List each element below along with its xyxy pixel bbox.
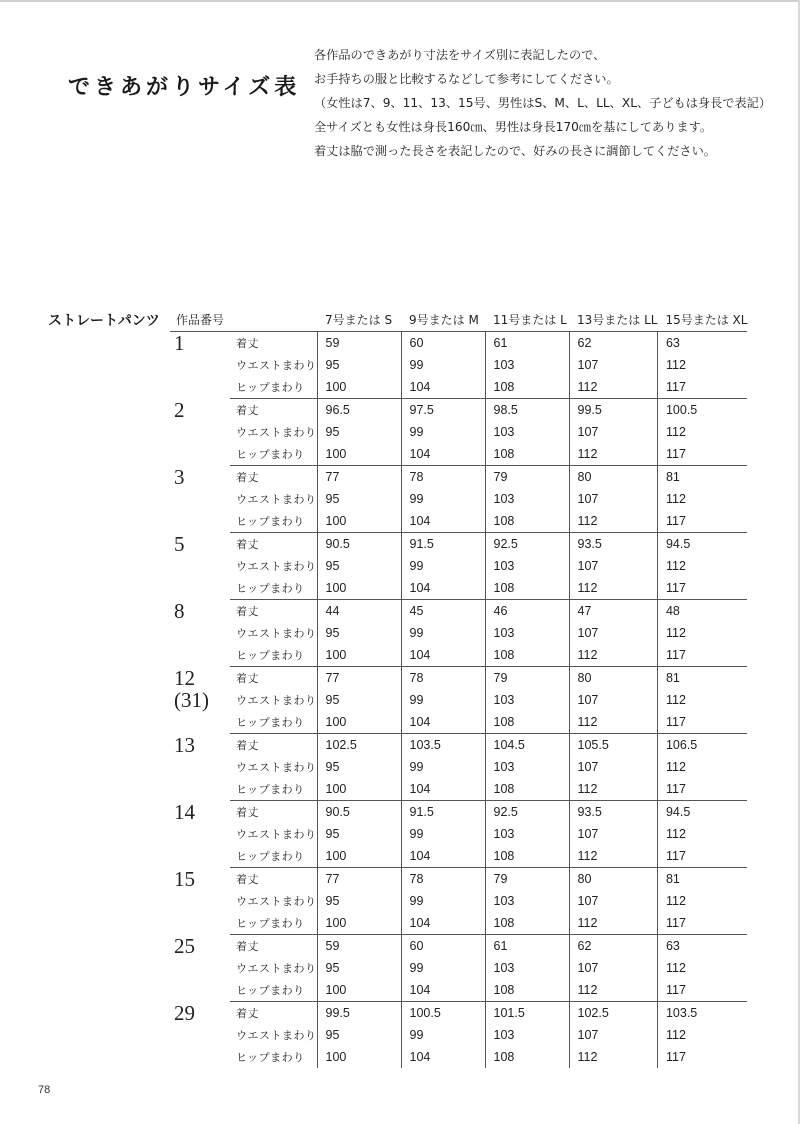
table-row xyxy=(170,890,747,912)
size-value: 104 xyxy=(401,845,485,868)
size-value: 108 xyxy=(485,644,569,667)
size-value: 103 xyxy=(485,488,569,510)
intro-text xyxy=(314,43,784,163)
measurement-label: ウエストまわり xyxy=(236,627,317,640)
table-row xyxy=(170,823,747,845)
size-value: 96.5 xyxy=(317,399,401,422)
size-value: 112 xyxy=(569,711,657,734)
item-number-line: 25 xyxy=(174,933,195,958)
size-value: 107 xyxy=(569,354,657,376)
size-value: 107 xyxy=(569,957,657,979)
size-value: 63 xyxy=(657,332,747,355)
size-value: 81 xyxy=(657,466,747,489)
measurement-label: ウエストまわり xyxy=(236,560,317,573)
size-value: 112 xyxy=(657,622,747,644)
size-value: 112 xyxy=(569,376,657,399)
size-value: 95 xyxy=(317,689,401,711)
size-value: 103 xyxy=(485,689,569,711)
size-value: 62 xyxy=(569,935,657,958)
item-group xyxy=(170,868,747,935)
size-value: 112 xyxy=(569,845,657,868)
size-table xyxy=(170,307,747,1068)
measurement-label: ウエストまわり xyxy=(236,694,317,707)
size-value: 92.5 xyxy=(485,533,569,556)
size-value: 112 xyxy=(569,510,657,533)
size-value: 107 xyxy=(569,823,657,845)
item-number-line: 13 xyxy=(174,732,195,757)
size-value: 107 xyxy=(569,890,657,912)
header-size: 9号または M xyxy=(401,307,485,332)
size-value: 104 xyxy=(401,443,485,466)
table-row xyxy=(170,376,747,399)
size-value: 103 xyxy=(485,421,569,443)
size-value: 103 xyxy=(485,622,569,644)
size-value: 59 xyxy=(317,332,401,355)
header-size: 7号または S xyxy=(317,307,401,332)
size-value: 112 xyxy=(569,778,657,801)
size-value: 100 xyxy=(317,1046,401,1068)
table-row xyxy=(170,622,747,644)
measurement-label: 着丈 xyxy=(230,399,317,422)
item-group xyxy=(170,466,747,533)
measurement-label: ヒップまわり xyxy=(236,381,305,394)
size-value: 95 xyxy=(317,354,401,376)
item-number xyxy=(170,1002,230,1069)
size-value: 104 xyxy=(401,912,485,935)
measurement-label: ヒップまわり xyxy=(236,783,305,796)
header-size: 11号または L xyxy=(485,307,569,332)
size-value: 117 xyxy=(657,510,747,533)
table-row xyxy=(170,332,747,355)
size-value: 94.5 xyxy=(657,533,747,556)
measurement-label: ヒップまわり xyxy=(236,716,305,729)
measurement-label: 着丈 xyxy=(230,600,317,623)
measurement-label: ウエストまわり xyxy=(236,1029,317,1042)
measurement-label: ヒップまわり xyxy=(236,515,305,528)
size-value: 108 xyxy=(485,376,569,399)
item-number-line: 1 xyxy=(174,331,185,355)
size-value: 93.5 xyxy=(569,801,657,824)
table-row xyxy=(170,979,747,1002)
size-value: 95 xyxy=(317,1024,401,1046)
size-value: 94.5 xyxy=(657,801,747,824)
page-top-rule xyxy=(0,0,800,2)
size-value: 45 xyxy=(401,600,485,623)
measurement-label: 着丈 xyxy=(230,533,317,556)
item-number-line: 29 xyxy=(174,1000,195,1025)
size-value: 99 xyxy=(401,890,485,912)
size-value: 112 xyxy=(569,979,657,1002)
size-value: 108 xyxy=(485,979,569,1002)
size-value: 104 xyxy=(401,1046,485,1068)
size-value: 102.5 xyxy=(317,734,401,757)
size-value: 99 xyxy=(401,354,485,376)
item-number xyxy=(170,466,230,533)
size-value: 103.5 xyxy=(401,734,485,757)
table-row xyxy=(170,533,747,556)
size-value: 61 xyxy=(485,332,569,355)
measurement-label: 着丈 xyxy=(230,466,317,489)
table-row xyxy=(170,912,747,935)
item-group xyxy=(170,734,747,801)
item-group xyxy=(170,600,747,667)
table-row xyxy=(170,1024,747,1046)
size-value: 99 xyxy=(401,823,485,845)
size-value: 117 xyxy=(657,376,747,399)
measurement-label: ヒップまわり xyxy=(236,649,305,662)
intro-line: 着丈は脇で測った長さを表記したので、好みの長さに調節してください。 xyxy=(314,144,716,158)
size-value: 77 xyxy=(317,466,401,489)
size-value: 112 xyxy=(569,912,657,935)
size-value: 78 xyxy=(401,868,485,891)
item-number xyxy=(170,332,230,399)
size-value: 117 xyxy=(657,711,747,734)
measurement-label: 着丈 xyxy=(230,868,317,891)
size-value: 60 xyxy=(401,332,485,355)
size-value: 104 xyxy=(401,644,485,667)
table-row xyxy=(170,600,747,623)
size-value: 59 xyxy=(317,935,401,958)
intro-line: 各作品のできあがり寸法をサイズ別に表記したので、 xyxy=(314,48,606,62)
size-value: 81 xyxy=(657,667,747,690)
page-number: 78 xyxy=(38,1084,51,1096)
measurement-label: ヒップまわり xyxy=(236,1051,305,1064)
size-value: 108 xyxy=(485,510,569,533)
item-number xyxy=(170,734,230,801)
size-value: 107 xyxy=(569,1024,657,1046)
size-value: 100 xyxy=(317,845,401,868)
measurement-label: ウエストまわり xyxy=(236,828,317,841)
size-value: 95 xyxy=(317,756,401,778)
size-value: 112 xyxy=(657,421,747,443)
size-value: 48 xyxy=(657,600,747,623)
size-value: 100 xyxy=(317,912,401,935)
item-number xyxy=(170,667,230,734)
size-value: 117 xyxy=(657,979,747,1002)
item-group xyxy=(170,667,747,734)
size-value: 100 xyxy=(317,979,401,1002)
item-group xyxy=(170,399,747,466)
size-value: 103.5 xyxy=(657,1002,747,1025)
table-row xyxy=(170,421,747,443)
size-value: 117 xyxy=(657,778,747,801)
table-row xyxy=(170,756,747,778)
table-row xyxy=(170,845,747,868)
size-value: 105.5 xyxy=(569,734,657,757)
size-value: 99.5 xyxy=(569,399,657,422)
header-size: 13号または LL xyxy=(569,307,657,332)
size-value: 103 xyxy=(485,957,569,979)
section-label: ストレートパンツ xyxy=(48,313,160,329)
size-value: 104 xyxy=(401,778,485,801)
size-value: 112 xyxy=(569,644,657,667)
size-value: 95 xyxy=(317,622,401,644)
measurement-label: ウエストまわり xyxy=(236,962,317,975)
table-row xyxy=(170,354,747,376)
size-value: 102.5 xyxy=(569,1002,657,1025)
item-number xyxy=(170,868,230,935)
size-value: 100 xyxy=(317,443,401,466)
size-value: 101.5 xyxy=(485,1002,569,1025)
table-row xyxy=(170,443,747,466)
item-number-line: 3 xyxy=(174,464,185,489)
item-group xyxy=(170,533,747,600)
page-title: できあがりサイズ表 xyxy=(68,74,301,100)
size-value: 108 xyxy=(485,845,569,868)
size-value: 79 xyxy=(485,868,569,891)
size-value: 117 xyxy=(657,1046,747,1068)
size-value: 95 xyxy=(317,890,401,912)
table-row xyxy=(170,801,747,824)
measurement-label: ヒップまわり xyxy=(236,582,305,595)
size-value: 112 xyxy=(657,1024,747,1046)
size-value: 80 xyxy=(569,466,657,489)
table-row xyxy=(170,711,747,734)
size-value: 108 xyxy=(485,912,569,935)
size-value: 108 xyxy=(485,778,569,801)
measurement-label: ヒップまわり xyxy=(236,984,305,997)
table-row xyxy=(170,488,747,510)
table-row xyxy=(170,734,747,757)
size-value: 46 xyxy=(485,600,569,623)
size-value: 44 xyxy=(317,600,401,623)
intro-line: （女性は7、9、11、13、15号、男性はS、M、L、LL、XL、子どもは身長で表記） xyxy=(314,96,772,110)
measurement-label: 着丈 xyxy=(230,801,317,824)
size-value: 60 xyxy=(401,935,485,958)
size-value: 112 xyxy=(657,689,747,711)
item-number-line: 15 xyxy=(174,866,195,891)
size-value: 81 xyxy=(657,868,747,891)
size-value: 62 xyxy=(569,332,657,355)
size-value: 100 xyxy=(317,644,401,667)
size-value: 103 xyxy=(485,555,569,577)
size-value: 112 xyxy=(569,577,657,600)
table-row xyxy=(170,555,747,577)
size-value: 112 xyxy=(657,890,747,912)
size-value: 117 xyxy=(657,443,747,466)
size-value: 104 xyxy=(401,376,485,399)
size-value: 77 xyxy=(317,868,401,891)
size-value: 100 xyxy=(317,510,401,533)
size-value: 99 xyxy=(401,622,485,644)
size-value: 108 xyxy=(485,443,569,466)
size-value: 90.5 xyxy=(317,801,401,824)
size-value: 79 xyxy=(485,466,569,489)
item-number xyxy=(170,533,230,600)
size-value: 91.5 xyxy=(401,801,485,824)
size-value: 103 xyxy=(485,890,569,912)
intro-line: お手持ちの服と比較するなどして参考にしてください。 xyxy=(314,72,619,86)
measurement-label: ウエストまわり xyxy=(236,761,317,774)
size-value: 107 xyxy=(569,555,657,577)
size-value: 108 xyxy=(485,1046,569,1068)
table-row xyxy=(170,689,747,711)
size-value: 106.5 xyxy=(657,734,747,757)
size-value: 107 xyxy=(569,622,657,644)
size-value: 93.5 xyxy=(569,533,657,556)
size-value: 78 xyxy=(401,466,485,489)
size-value: 107 xyxy=(569,488,657,510)
size-value: 117 xyxy=(657,845,747,868)
size-value: 100 xyxy=(317,376,401,399)
size-value: 103 xyxy=(485,1024,569,1046)
size-value: 108 xyxy=(485,577,569,600)
size-value: 112 xyxy=(657,823,747,845)
intro-line: 全サイズとも女性は身長160㎝、男性は身長170㎝を基にしてあります。 xyxy=(314,120,713,134)
item-number xyxy=(170,399,230,466)
size-value: 112 xyxy=(569,443,657,466)
size-value: 117 xyxy=(657,577,747,600)
size-value: 100 xyxy=(317,778,401,801)
size-value: 99 xyxy=(401,555,485,577)
size-value: 99 xyxy=(401,957,485,979)
measurement-label: ウエストまわり xyxy=(236,426,317,439)
table-row xyxy=(170,399,747,422)
size-value: 95 xyxy=(317,823,401,845)
table-row xyxy=(170,1002,747,1025)
size-value: 98.5 xyxy=(485,399,569,422)
table-row xyxy=(170,957,747,979)
size-value: 95 xyxy=(317,488,401,510)
table-row xyxy=(170,644,747,667)
size-value: 103 xyxy=(485,354,569,376)
item-number-line: 2 xyxy=(174,397,185,422)
item-number xyxy=(170,600,230,667)
size-value: 99 xyxy=(401,1024,485,1046)
size-value: 104.5 xyxy=(485,734,569,757)
item-number xyxy=(170,935,230,1002)
table-row xyxy=(170,667,747,690)
size-value: 117 xyxy=(657,644,747,667)
size-value: 112 xyxy=(657,756,747,778)
measurement-label: ヒップまわり xyxy=(236,448,305,461)
size-value: 104 xyxy=(401,979,485,1002)
measurement-label: 着丈 xyxy=(236,337,259,350)
measurement-label: 着丈 xyxy=(230,1002,317,1025)
table-row xyxy=(170,577,747,600)
item-group xyxy=(170,935,747,1002)
size-value: 103 xyxy=(485,823,569,845)
table-row xyxy=(170,778,747,801)
size-value: 117 xyxy=(657,912,747,935)
size-value: 104 xyxy=(401,510,485,533)
size-value: 99 xyxy=(401,756,485,778)
size-value: 63 xyxy=(657,935,747,958)
size-value: 100 xyxy=(317,711,401,734)
item-group xyxy=(170,1002,747,1069)
size-value: 107 xyxy=(569,756,657,778)
table-row xyxy=(170,510,747,533)
measurement-label: ヒップまわり xyxy=(236,850,305,863)
size-value: 47 xyxy=(569,600,657,623)
item-group xyxy=(170,332,747,399)
size-value: 107 xyxy=(569,689,657,711)
item-number xyxy=(170,801,230,868)
table-row xyxy=(170,868,747,891)
size-value: 95 xyxy=(317,957,401,979)
measurement-label: ヒップまわり xyxy=(236,917,305,930)
size-value: 97.5 xyxy=(401,399,485,422)
measurement-label: ウエストまわり xyxy=(236,359,317,372)
size-value: 99 xyxy=(401,689,485,711)
measurement-label: ウエストまわり xyxy=(236,895,317,908)
table-header-row xyxy=(170,307,747,332)
size-value: 90.5 xyxy=(317,533,401,556)
size-value: 112 xyxy=(657,488,747,510)
size-value: 80 xyxy=(569,667,657,690)
item-group xyxy=(170,801,747,868)
size-value: 99 xyxy=(401,421,485,443)
size-value: 78 xyxy=(401,667,485,690)
size-value: 100.5 xyxy=(401,1002,485,1025)
size-value: 99 xyxy=(401,488,485,510)
size-value: 112 xyxy=(657,354,747,376)
header-size: 15号または XL xyxy=(657,307,747,332)
size-value: 79 xyxy=(485,667,569,690)
size-value: 77 xyxy=(317,667,401,690)
measurement-label: ウエストまわり xyxy=(236,493,317,506)
size-value: 112 xyxy=(657,957,747,979)
item-number-line: 8 xyxy=(174,598,185,623)
size-value: 100 xyxy=(317,577,401,600)
table-row xyxy=(170,1046,747,1068)
size-value: 112 xyxy=(569,1046,657,1068)
table-row xyxy=(170,935,747,958)
item-number-line: 12 xyxy=(174,665,195,690)
measurement-label: 着丈 xyxy=(230,667,317,690)
size-value: 95 xyxy=(317,421,401,443)
table-row xyxy=(170,466,747,489)
size-value: 91.5 xyxy=(401,533,485,556)
size-value: 104 xyxy=(401,577,485,600)
measurement-label: 着丈 xyxy=(230,734,317,757)
item-number-line: 5 xyxy=(174,531,185,556)
size-value: 95 xyxy=(317,555,401,577)
item-number-line: (31) xyxy=(174,687,209,712)
header-item-number: 作品番号 xyxy=(170,307,317,332)
size-value: 104 xyxy=(401,711,485,734)
size-value: 103 xyxy=(485,756,569,778)
size-value: 100.5 xyxy=(657,399,747,422)
size-value: 61 xyxy=(485,935,569,958)
size-value: 112 xyxy=(657,555,747,577)
size-value: 92.5 xyxy=(485,801,569,824)
item-number-line: 14 xyxy=(174,799,195,824)
size-value: 80 xyxy=(569,868,657,891)
size-value: 107 xyxy=(569,421,657,443)
size-value: 108 xyxy=(485,711,569,734)
size-value: 99.5 xyxy=(317,1002,401,1025)
measurement-label: 着丈 xyxy=(230,935,317,958)
